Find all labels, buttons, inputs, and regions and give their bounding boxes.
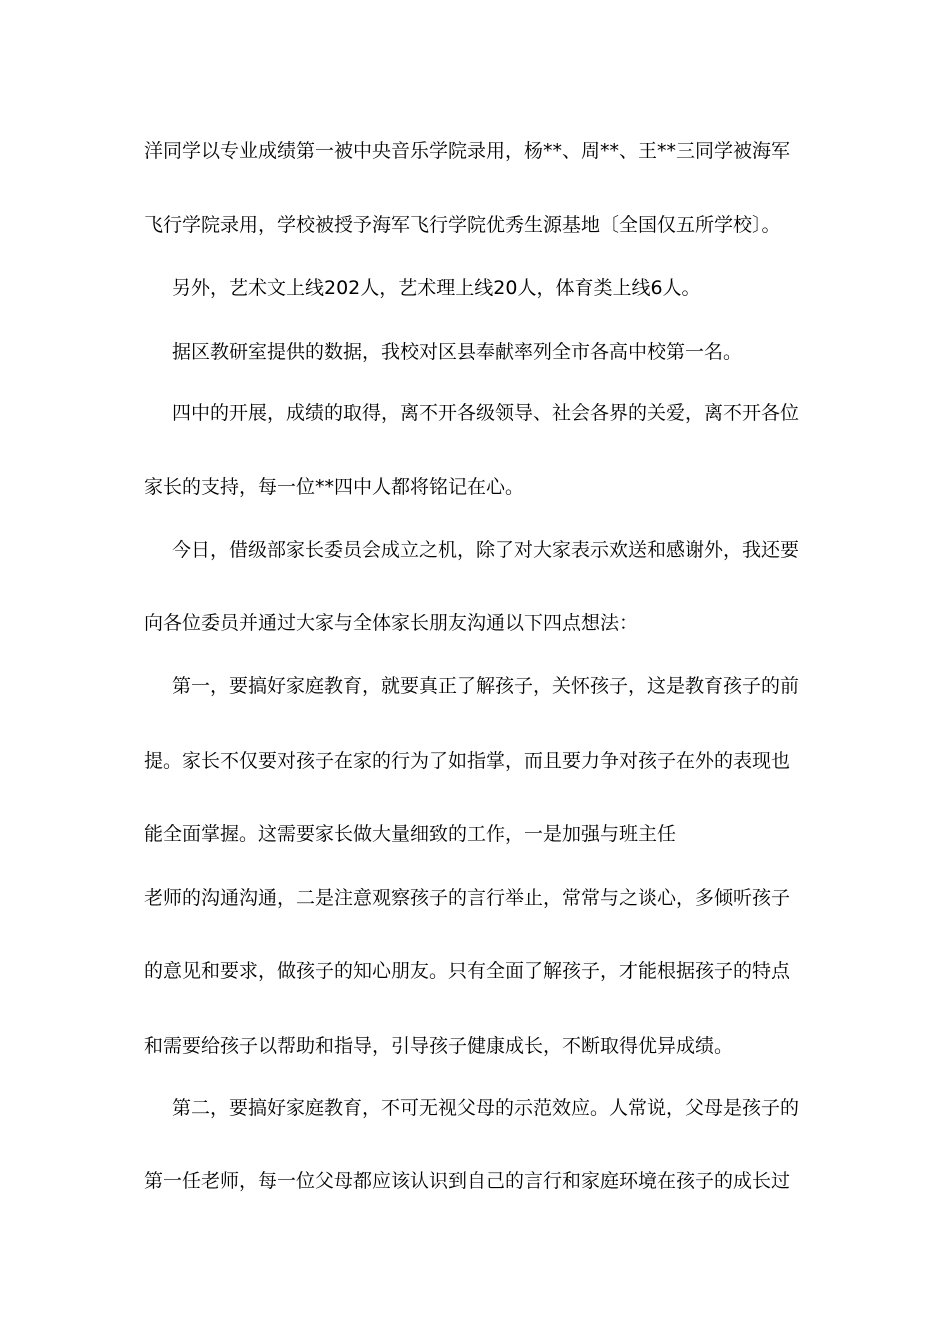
text-line: 的意见和要求，做孩子的知心朋友。只有全面了解孩子，才能根据孩子的特点 xyxy=(144,960,791,982)
text-line: 洋同学以专业成绩第一被中央音乐学院录用，杨**、周**、王**三同学被海军 xyxy=(144,140,791,162)
paragraph-start-line: 四中的开展，成绩的取得，离不开各级领导、社会各界的关爱，离不开各位 xyxy=(172,402,800,424)
text-line: 飞行学院录用，学校被授予海军飞行学院优秀生源基地〔全国仅五所学校〕。 xyxy=(144,214,781,236)
text-line: 第一任老师，每一位父母都应该认识到自己的言行和家庭环境在孩子的成长过 xyxy=(144,1170,791,1192)
paragraph-start-line: 第二，要搞好家庭教育，不可无视父母的示范效应。人常说，父母是孩子的 xyxy=(172,1097,800,1119)
paragraph-start-line: 据区教研室提供的数据，我校对区县奉献率列全市各高中校第一名。 xyxy=(172,341,743,363)
text-line: 和需要给孩子以帮助和指导，引导孩子健康成长，不断取得优异成绩。 xyxy=(144,1035,734,1057)
text-line: 提。家长不仅要对孩子在家的行为了如指掌，而且要力争对孩子在外的表现也 xyxy=(144,750,791,772)
text-line: 能全面掌握。这需要家长做大量细致的工作，一是加强与班主任 xyxy=(144,823,677,845)
paragraph-start-line: 第一，要搞好家庭教育，就要真正了解孩子，关怀孩子，这是教育孩子的前 xyxy=(172,675,800,697)
text-line: 家长的支持，每一位**四中人都将铭记在心。 xyxy=(144,476,525,498)
paragraph-start-line: 今日，借级部家长委员会成立之机，除了对大家表示欢送和感谢外，我还要 xyxy=(172,539,800,561)
paragraph-start-line: 另外，艺术文上线202人，艺术理上线20人，体育类上线6人。 xyxy=(172,277,701,299)
text-line: 老师的沟通沟通，二是注意观察孩子的言行举止，常常与之谈心，多倾听孩子 xyxy=(144,887,791,909)
text-line: 向各位委员并通过大家与全体家长朋友沟通以下四点想法： xyxy=(144,612,639,634)
